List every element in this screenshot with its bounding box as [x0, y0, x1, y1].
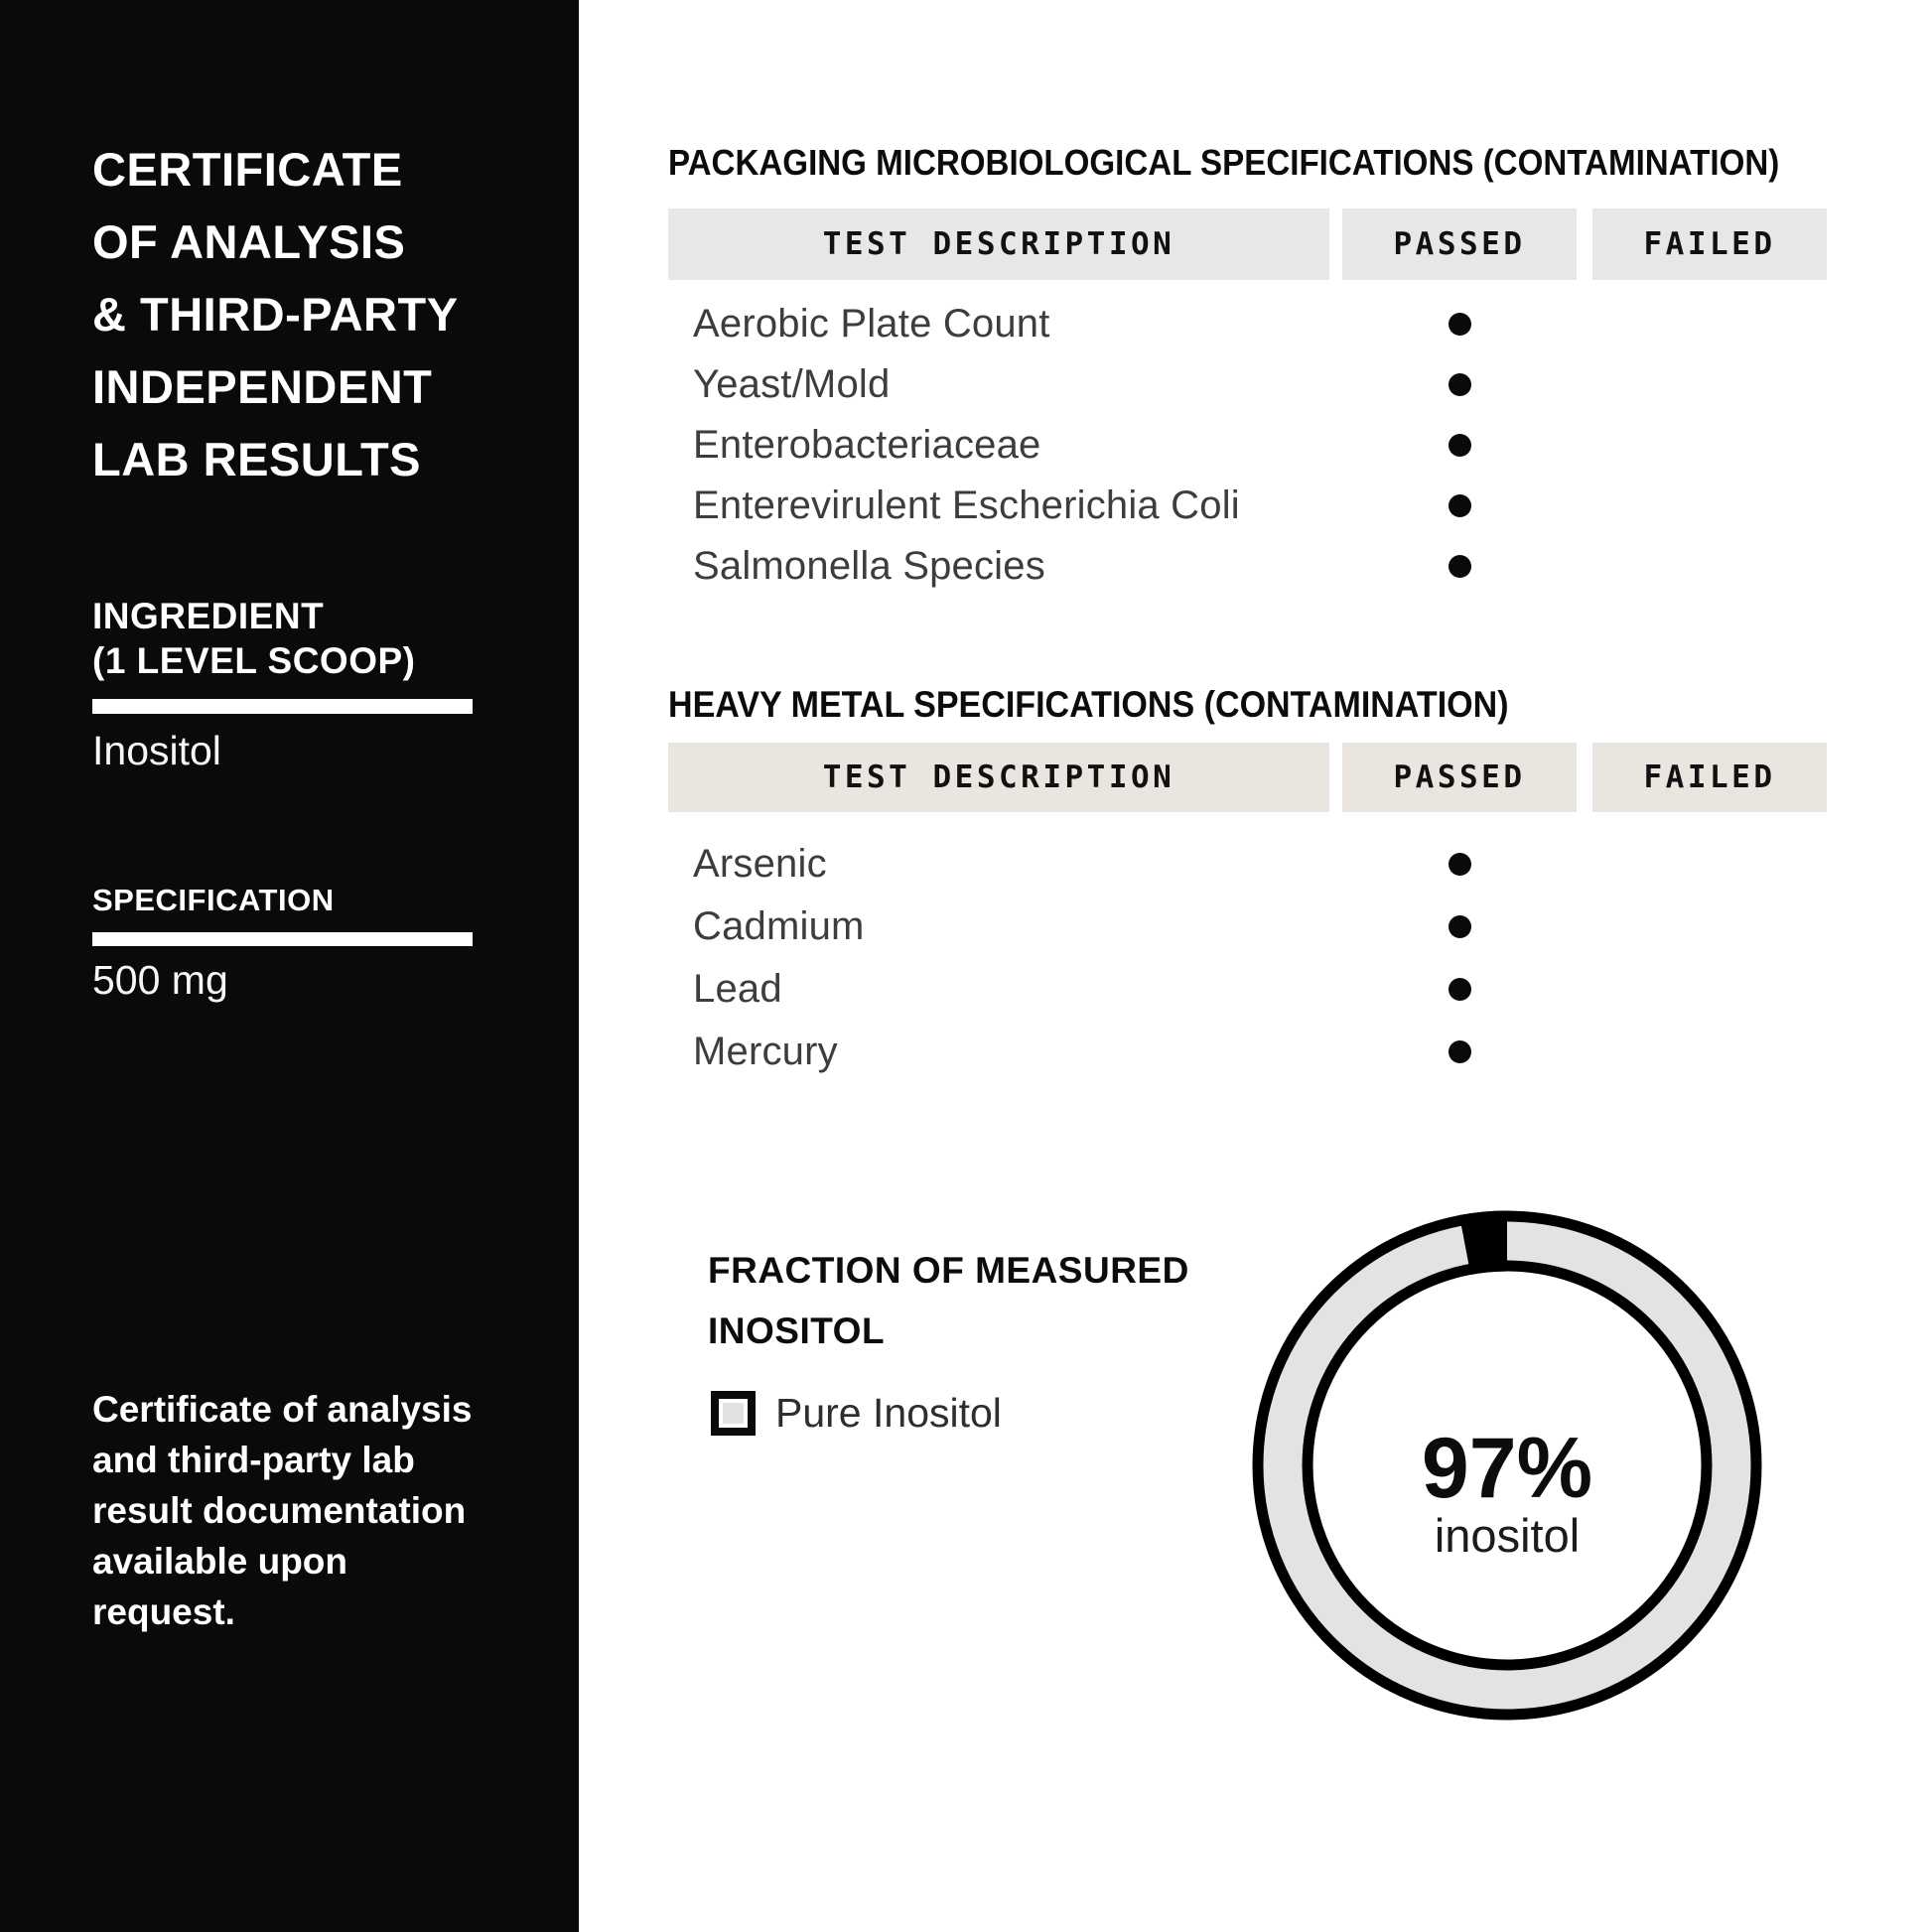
column-header-failed: FAILED [1592, 743, 1827, 812]
ingredient-label-line2: (1 LEVEL SCOOP) [92, 640, 416, 681]
page-title-line: OF ANALYSIS [92, 215, 406, 268]
table-row [668, 896, 1827, 958]
table-row [668, 536, 1827, 597]
test-description-cell: Cadmium [693, 904, 865, 948]
result-cell-empty [1592, 354, 1827, 415]
result-cell-marked [1342, 476, 1577, 536]
result-cell-empty [1592, 536, 1827, 597]
specification-label: SPECIFICATION [92, 883, 335, 917]
result-dot-icon [1449, 434, 1471, 457]
fraction-heading-line2: INOSITOL [708, 1311, 886, 1351]
table-row [668, 958, 1827, 1021]
ingredient-label-line1: INGREDIENT [92, 596, 325, 636]
micro-specs-header [668, 208, 1827, 280]
result-cell-marked [1342, 294, 1577, 354]
table-row [668, 294, 1827, 354]
test-description-cell: Yeast/Mold [693, 362, 891, 406]
donut-center-label: inositol [1434, 1509, 1581, 1562]
result-cell-empty [1592, 958, 1827, 1021]
sidebar [0, 0, 579, 1932]
result-cell-empty [1592, 294, 1827, 354]
purity-donut-chart [1244, 1202, 1770, 1728]
page-title [92, 133, 459, 495]
result-cell-marked [1342, 536, 1577, 597]
table-row [668, 1021, 1827, 1083]
result-cell-empty [1592, 415, 1827, 476]
result-dot-icon [1449, 853, 1471, 876]
result-dot-icon [1449, 313, 1471, 336]
result-cell-empty [1592, 1021, 1827, 1083]
donut-legend [711, 1390, 1002, 1437]
table-row [668, 833, 1827, 896]
result-cell-marked [1342, 958, 1577, 1021]
availability-note-line: available upon [92, 1541, 348, 1582]
donut-center-value: 97% [1421, 1421, 1593, 1516]
page-title-line: CERTIFICATE [92, 143, 403, 196]
ingredient-label [92, 594, 416, 683]
result-cell-empty [1592, 833, 1827, 896]
heavy-metal-rows [668, 833, 1827, 1083]
result-cell-marked [1342, 896, 1577, 958]
divider [92, 932, 473, 946]
availability-note [92, 1384, 472, 1637]
column-header-failed: FAILED [1592, 208, 1827, 280]
result-cell-marked [1342, 354, 1577, 415]
availability-note-line: Certificate of analysis [92, 1389, 473, 1430]
column-header-passed: PASSED [1342, 743, 1577, 812]
page-title-line: & THIRD-PARTY [92, 288, 459, 341]
result-cell-marked [1342, 833, 1577, 896]
micro-specs-rows [668, 294, 1827, 597]
test-description-cell: Aerobic Plate Count [693, 302, 1050, 345]
test-description-cell: Enterevirulent Escherichia Coli [693, 483, 1240, 527]
test-description-cell: Salmonella Species [693, 544, 1045, 588]
legend-label: Pure Inositol [775, 1390, 1002, 1436]
column-header-test-description: TEST DESCRIPTION [668, 208, 1329, 280]
result-dot-icon [1449, 494, 1471, 517]
test-description-cell: Enterobacteriaceae [693, 423, 1041, 467]
heavy-metal-header [668, 743, 1827, 812]
availability-note-line: result documentation [92, 1490, 467, 1531]
legend-swatch-fill [723, 1403, 744, 1424]
fraction-heading-line1: FRACTION OF MEASURED [708, 1250, 1189, 1291]
page-title-line: INDEPENDENT [92, 360, 433, 413]
result-cell-empty [1592, 896, 1827, 958]
result-dot-icon [1449, 978, 1471, 1001]
table-row [668, 354, 1827, 415]
column-header-test-description: TEST DESCRIPTION [668, 743, 1329, 812]
test-description-cell: Mercury [693, 1030, 838, 1073]
table-row [668, 415, 1827, 476]
test-description-cell: Arsenic [693, 842, 827, 886]
availability-note-line: request. [92, 1591, 235, 1632]
availability-note-line: and third-party lab [92, 1440, 415, 1480]
result-dot-icon [1449, 373, 1471, 396]
table-row [668, 476, 1827, 536]
result-dot-icon [1449, 915, 1471, 938]
divider [92, 699, 473, 714]
result-dot-icon [1449, 555, 1471, 578]
page-title-line: LAB RESULTS [92, 433, 422, 485]
heavy-metal-title: HEAVY METAL SPECIFICATIONS (CONTAMINATION) [668, 684, 1509, 725]
legend-swatch [711, 1391, 756, 1436]
fraction-heading [708, 1240, 1189, 1361]
specification-value: 500 mg [92, 957, 228, 1003]
test-description-cell: Lead [693, 967, 782, 1011]
result-cell-marked [1342, 1021, 1577, 1083]
micro-specs-title: PACKAGING MICROBIOLOGICAL SPECIFICATIONS (CONTAMINATION) [668, 142, 1780, 183]
result-cell-marked [1342, 415, 1577, 476]
result-cell-empty [1592, 476, 1827, 536]
ingredient-value: Inositol [92, 728, 221, 773]
column-header-passed: PASSED [1342, 208, 1577, 280]
result-dot-icon [1449, 1040, 1471, 1063]
